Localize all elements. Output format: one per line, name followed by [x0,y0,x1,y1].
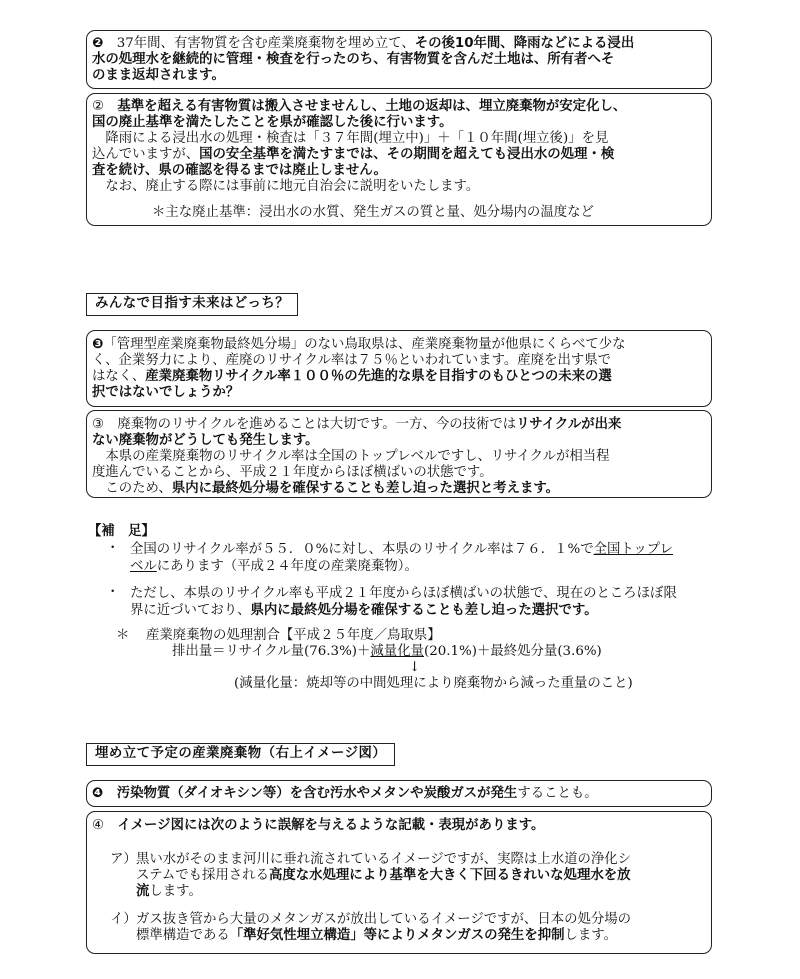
supplement-item-2: ただし、本県のリサイクル率も平成２１年度からほぼ横ばいの状態で、現在のところほぼ限 界に近づいており、県内に最終処分場を確保することも差し迫った選択です。 [130,586,677,618]
section-heading-waste: 埋め立て予定の産業廃棄物（右上イメージ図） [86,743,395,766]
claim-marker-3: ❸ [92,337,104,352]
ratio-title: 産業廃棄物の処理割合【平成２５年度／鳥取県】 [146,628,441,643]
supplement-heading: 【補 足】 [88,524,155,539]
item-b-label: イ） [110,912,137,927]
ratio-note: (減量化量：焼却等の中間処理により廃棄物から減った重量のこと) [234,676,633,691]
response-marker-4: ④ [92,818,105,833]
claim-text-3: ❸「管理型産業廃棄物最終処分場」のない鳥取県は、産業廃棄物量が他県にくらべて少な く、企業努力により、産廃のリサイクル率は７５％といわれています。産廃を出す県で はなく、産業廃棄物リサイクル率１００％の先進的な県を目指すのもひとつの未来の選 択ではないでしょうか？ [92,337,626,400]
response-text-3: ③ 廃棄物のリサイクルを進めることは大切です。一方、今の技術ではリサイクルが出来 ない廃棄物がどうしても発生します。 本県の産業廃棄物のリサイクル率は全国のトップレベルですし、リサイクルが相当程 度進んでいることから、平成２１年度からほぼ横ばいの状態です。 このため、県内に最終処分場を確保することも差し迫った選択と考えます。 [92,417,622,496]
response-text-4: ④ イメージ図には次のように誤解を与えるような記載・表現があります。 [92,818,545,833]
abolition-criteria-note: ＊主な廃止基準：浸出水の水質、発生ガスの質と量、処分場内の温度など [152,205,594,220]
response-text-2: ② 基準を超える有害物質は搬入させませんし、土地の返却は、埋立廃棄物が安定化し、 国の廃止基準を満たしたことを県が確認した後に行います。 降雨による浸出水の処理・検査は「３７年間(埋立中)」＋「１０年間(埋立後)」を見 込んでいますが、国の安全基準を満たすまでは、その期間を超えても浸出水の処理・検 査を続け、県の確認を得るまでは廃止しません。 なお、廃止する際には事前に地元自治会に説明をいたします。 [92,99,627,194]
claim-marker-2: ❷ [92,36,104,51]
claim-text-4: ❹ 汚染物質（ダイオキシン等）を含む汚水やメタンや炭酸ガスが発生することも。 [92,786,598,801]
response-marker-3: ③ [92,417,105,432]
item-a-label: ア） [110,852,137,867]
ratio-star: ＊ [116,628,130,643]
ratio-formula: 排出量＝リサイクル量(76.3%)＋減量化量(20.1%)＋最終処分量(3.6%) [172,644,602,659]
supplement-bullet-1: ・ [106,541,120,556]
supplement-bullet-2: ・ [106,585,120,600]
claim-text-2: ❷ 37年間、有害物質を含む産業廃棄物を埋め立て、その後10年間、降雨などによる浸出 水の処理水を継続的に管理・検査を行ったのち、有害物質を含んだ土地は、所有者へそ のまま返却されます。 [92,36,635,83]
claim-marker-4: ❹ [92,786,104,801]
supplement-item-1: 全国のリサイクル率が５５．０%に対し、本県のリサイクル率は７６．１%で全国トップレ ベルにあります（平成２４年度の産業廃棄物）。 [130,542,673,574]
section-heading-future: みんなで目指す未来はどっち？ [86,293,298,316]
item-a-text: 黒い水がそのまま河川に垂れ流されているイメージですが、実際は上水道の浄化シ ステムでも採用される高度な水処理により基準を大きく下回るきれいな処理水を放 流します。 [136,852,632,899]
item-b-text: ガス抜き管から大量のメタンガスが放出しているイメージですが、日本の処分場の 標準構造である「準好気性埋立構造」等によりメタンガスの発生を抑制します。 [136,912,632,943]
response-marker-2: ② [92,99,105,114]
ratio-arrow: ↓ [409,660,421,675]
